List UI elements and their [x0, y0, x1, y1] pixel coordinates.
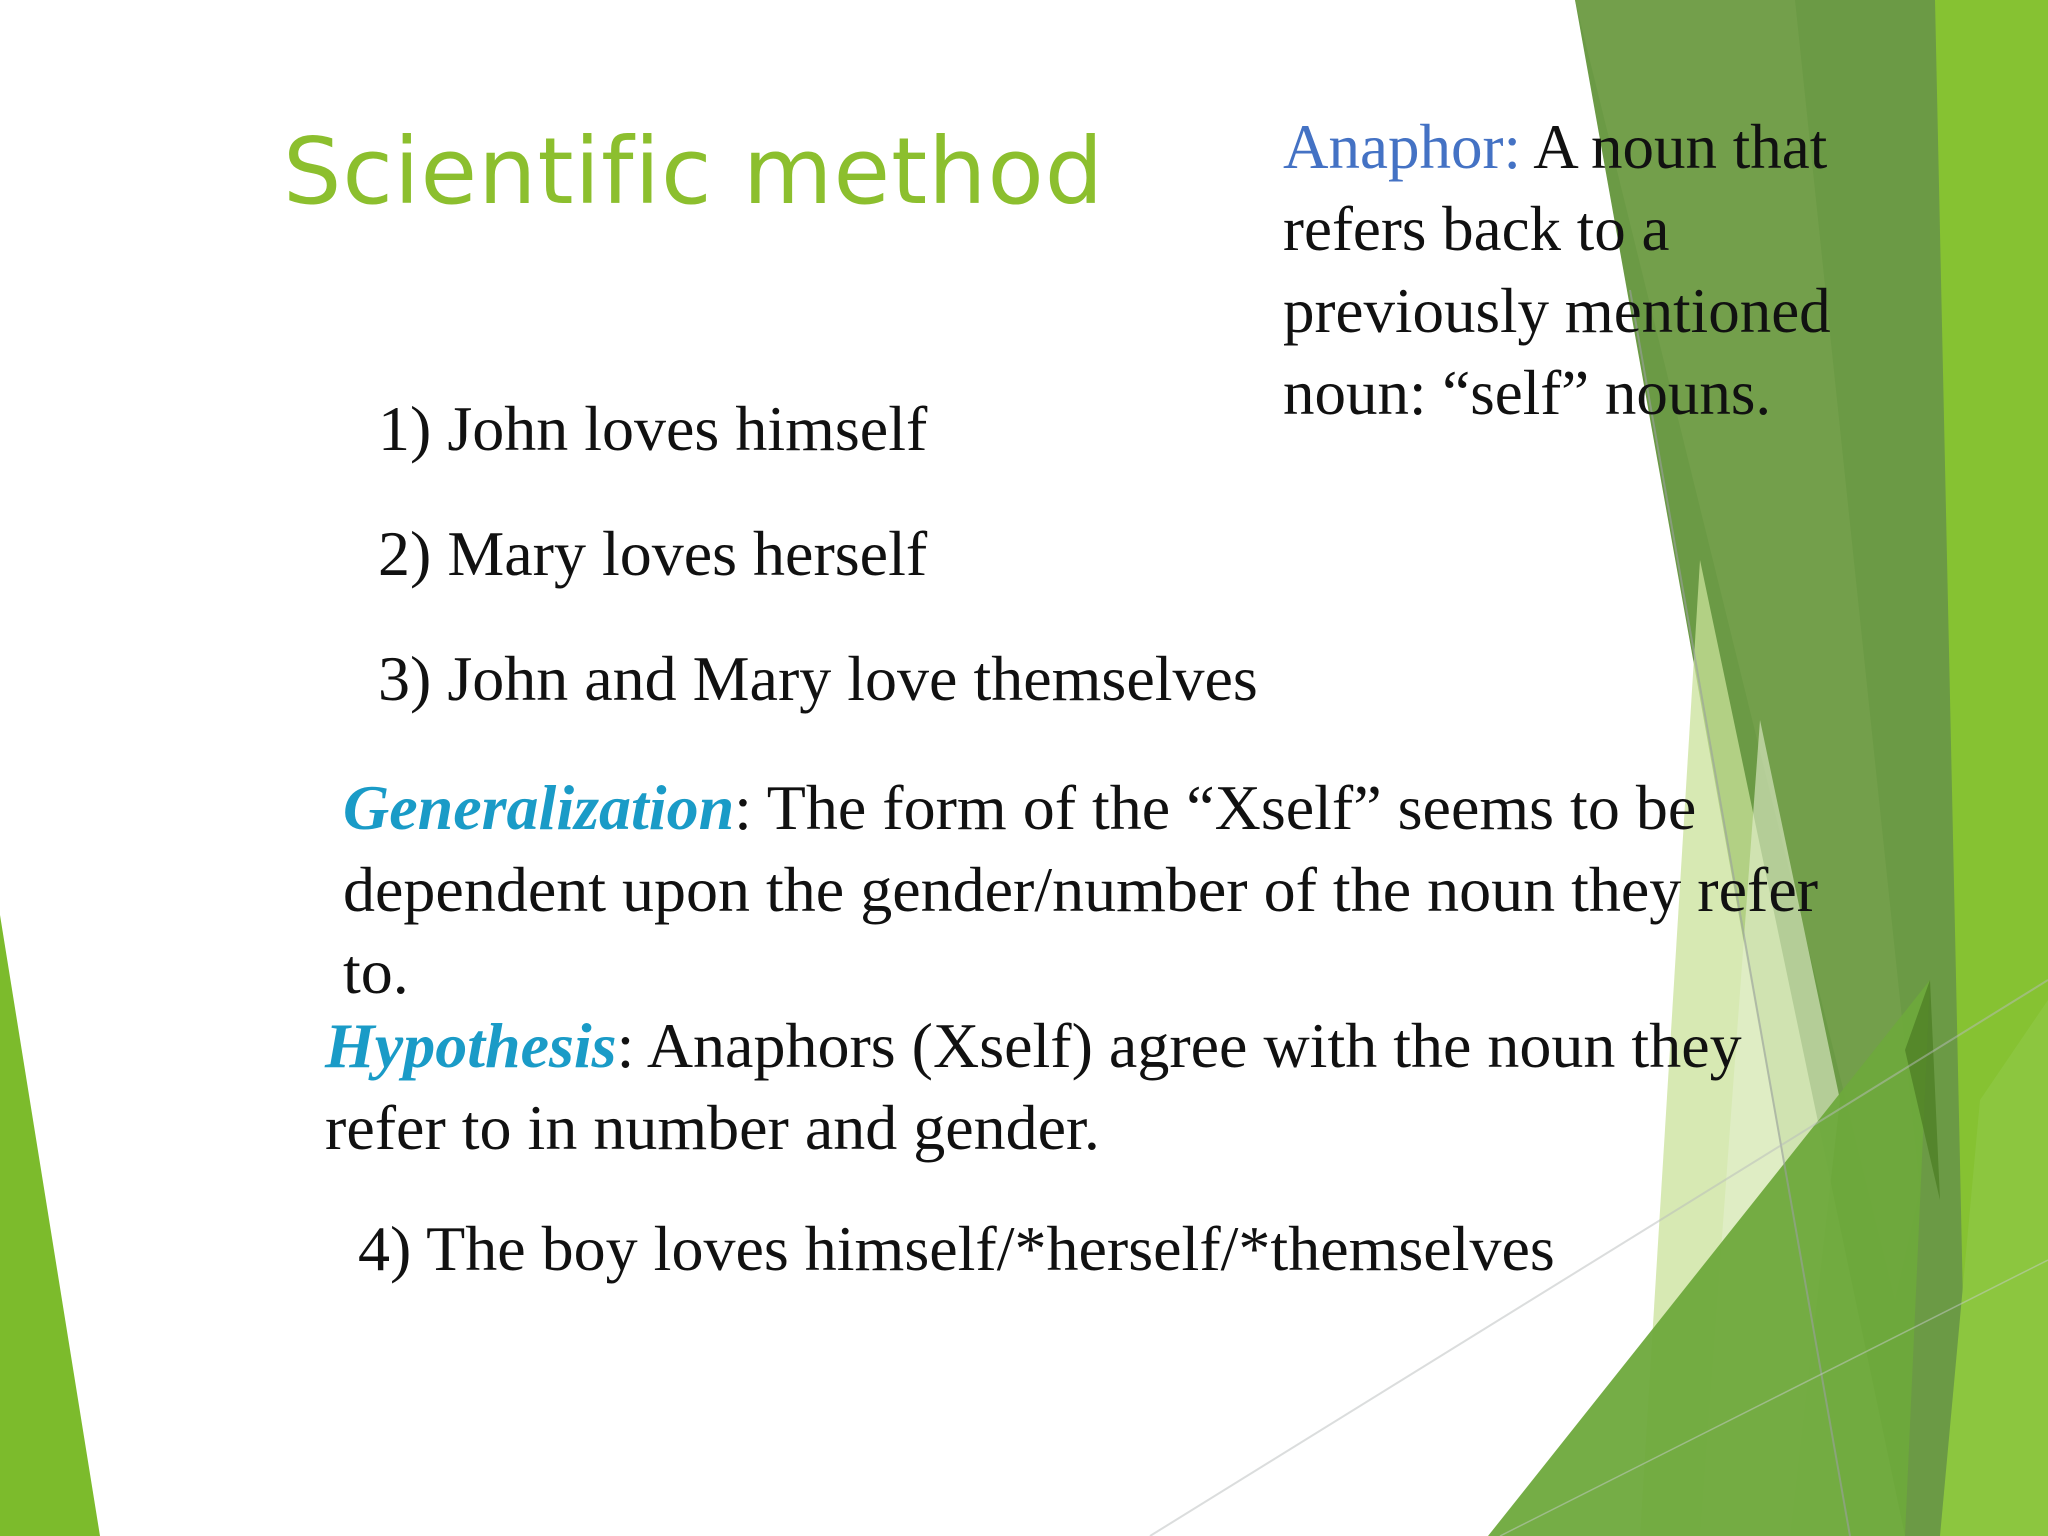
anaphor-definition-text: A noun that refers back to a previously mentioned noun: “self” nouns. [1283, 112, 1831, 428]
slide-title: Scientific method [283, 118, 1105, 225]
anaphor-definition [1283, 106, 1923, 434]
hypothesis-text: : Anaphors (Xself) agree with the noun they refer to in number and gender. [325, 1010, 1742, 1163]
hypothesis-paragraph [325, 1005, 1775, 1169]
left-green-sliver [0, 915, 100, 1536]
hypothesis-term: Hypothesis [325, 1010, 617, 1081]
generalization-text: : The form of the “Xself” seems to be dependent upon the gender/number of the noun they refer to. [343, 772, 1819, 1007]
generalization-term: Generalization [343, 772, 735, 843]
generalization-paragraph [343, 767, 1823, 1013]
example-4: 4) The boy loves himself/*herself/*themselves [358, 1213, 1555, 1284]
example-1: 1) John loves himself [378, 393, 928, 464]
example-3: 3) John and Mary love themselves [378, 643, 1258, 714]
anaphor-term: Anaphor: [1283, 112, 1521, 182]
example-2: 2) Mary loves herself [378, 518, 928, 589]
